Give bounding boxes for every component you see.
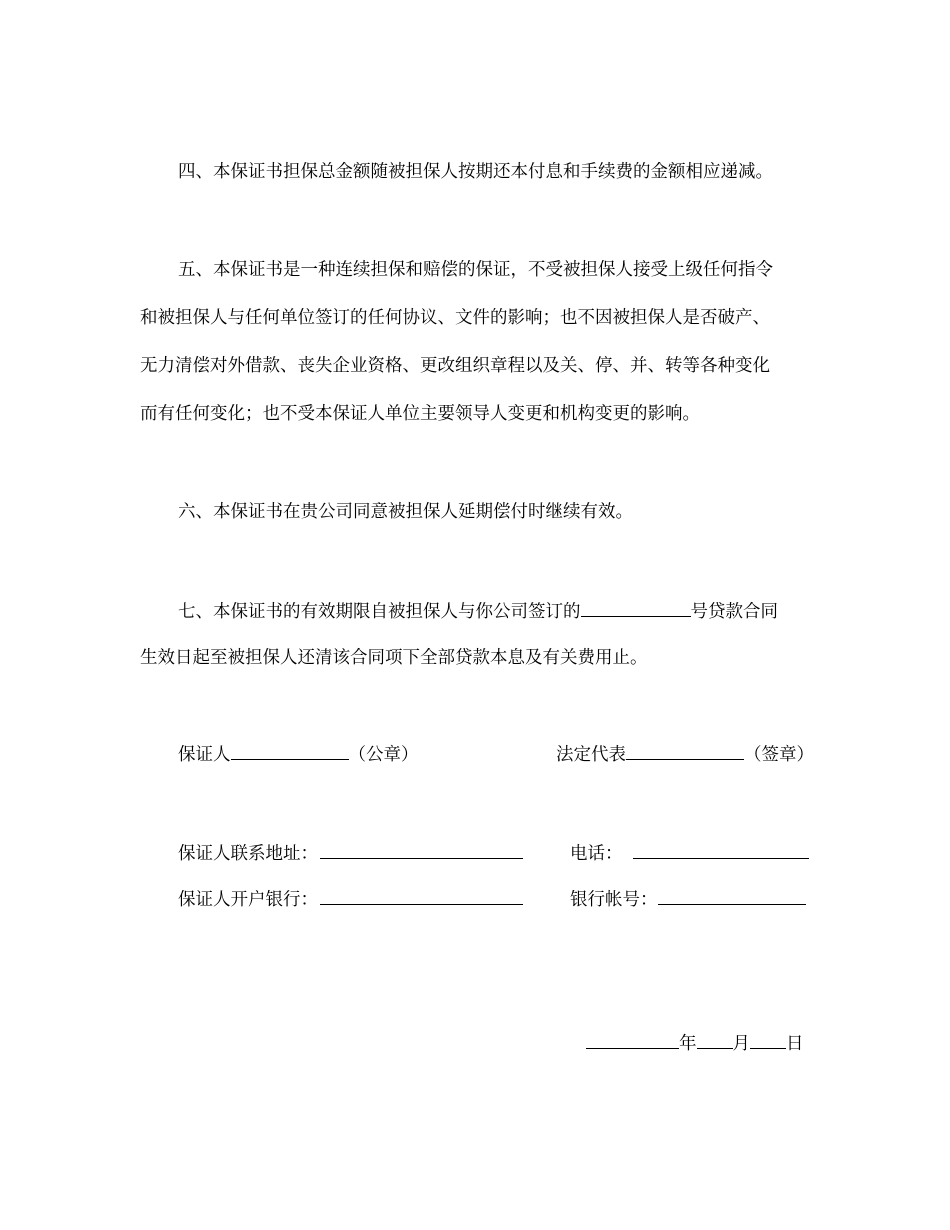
year-blank[interactable] <box>586 1030 679 1049</box>
address-label: 保证人联系地址： <box>178 844 318 864</box>
legal-rep-label: 法定代表 <box>556 745 626 765</box>
clause-7-text-b: 号贷款合同 <box>690 602 778 622</box>
year-label: 年 <box>679 1034 697 1054</box>
account-blank[interactable] <box>658 886 806 905</box>
clause-7-line-1 <box>178 598 778 624</box>
bank-blank[interactable] <box>320 886 523 905</box>
legal-rep-blank[interactable] <box>626 741 744 760</box>
clause-7-text-a: 七、本保证书的有效期限自被担保人与你公司签订的 <box>178 602 581 622</box>
seal-label: （公章） <box>348 745 419 765</box>
contract-number-blank[interactable] <box>581 598 691 617</box>
guarantor-label: 保证人 <box>178 745 231 765</box>
clause-4-line-1: 四、本保证书担保总金额随被担保人按期还本付息和手续费的金额相应递减。 <box>178 162 773 182</box>
phone-blank[interactable] <box>633 840 809 859</box>
legal-rep-signature-row <box>556 741 814 767</box>
bank-row <box>178 886 523 912</box>
date-row <box>586 1030 804 1056</box>
phone-row <box>570 840 809 866</box>
month-label: 月 <box>732 1034 750 1054</box>
day-label: 日 <box>786 1034 804 1054</box>
account-label: 银行帐号： <box>570 890 658 910</box>
clause-6-line-1: 六、本保证书在贵公司同意被担保人延期偿付时继续有效。 <box>178 502 633 522</box>
clause-5-line-2: 和被担保人与任何单位签订的任何协议、文件的影响；也不因被担保人是否破产、 <box>140 308 770 328</box>
clause-5-line-3: 无力清偿对外借款、丧失企业资格、更改组织章程以及关、停、并、转等各种变化 <box>140 356 770 376</box>
address-row <box>178 840 523 866</box>
clause-7-line-2: 生效日起至被担保人还清该合同项下全部贷款本息及有关费用止。 <box>140 648 648 668</box>
account-row <box>570 886 806 912</box>
day-blank[interactable] <box>750 1030 786 1049</box>
bank-label: 保证人开户银行： <box>178 890 318 910</box>
clause-5-line-1: 五、本保证书是一种连续担保和赔偿的保证，不受被担保人接受上级任何指令 <box>178 260 773 280</box>
month-blank[interactable] <box>697 1030 733 1049</box>
address-blank[interactable] <box>320 840 523 859</box>
sign-label: （签章） <box>744 745 814 765</box>
phone-label: 电话： <box>570 844 623 864</box>
guarantor-signature-row <box>178 741 419 767</box>
guarantor-blank[interactable] <box>231 741 349 760</box>
clause-5-line-4: 而有任何变化；也不受本保证人单位主要领导人变更和机构变更的影响。 <box>140 404 700 424</box>
